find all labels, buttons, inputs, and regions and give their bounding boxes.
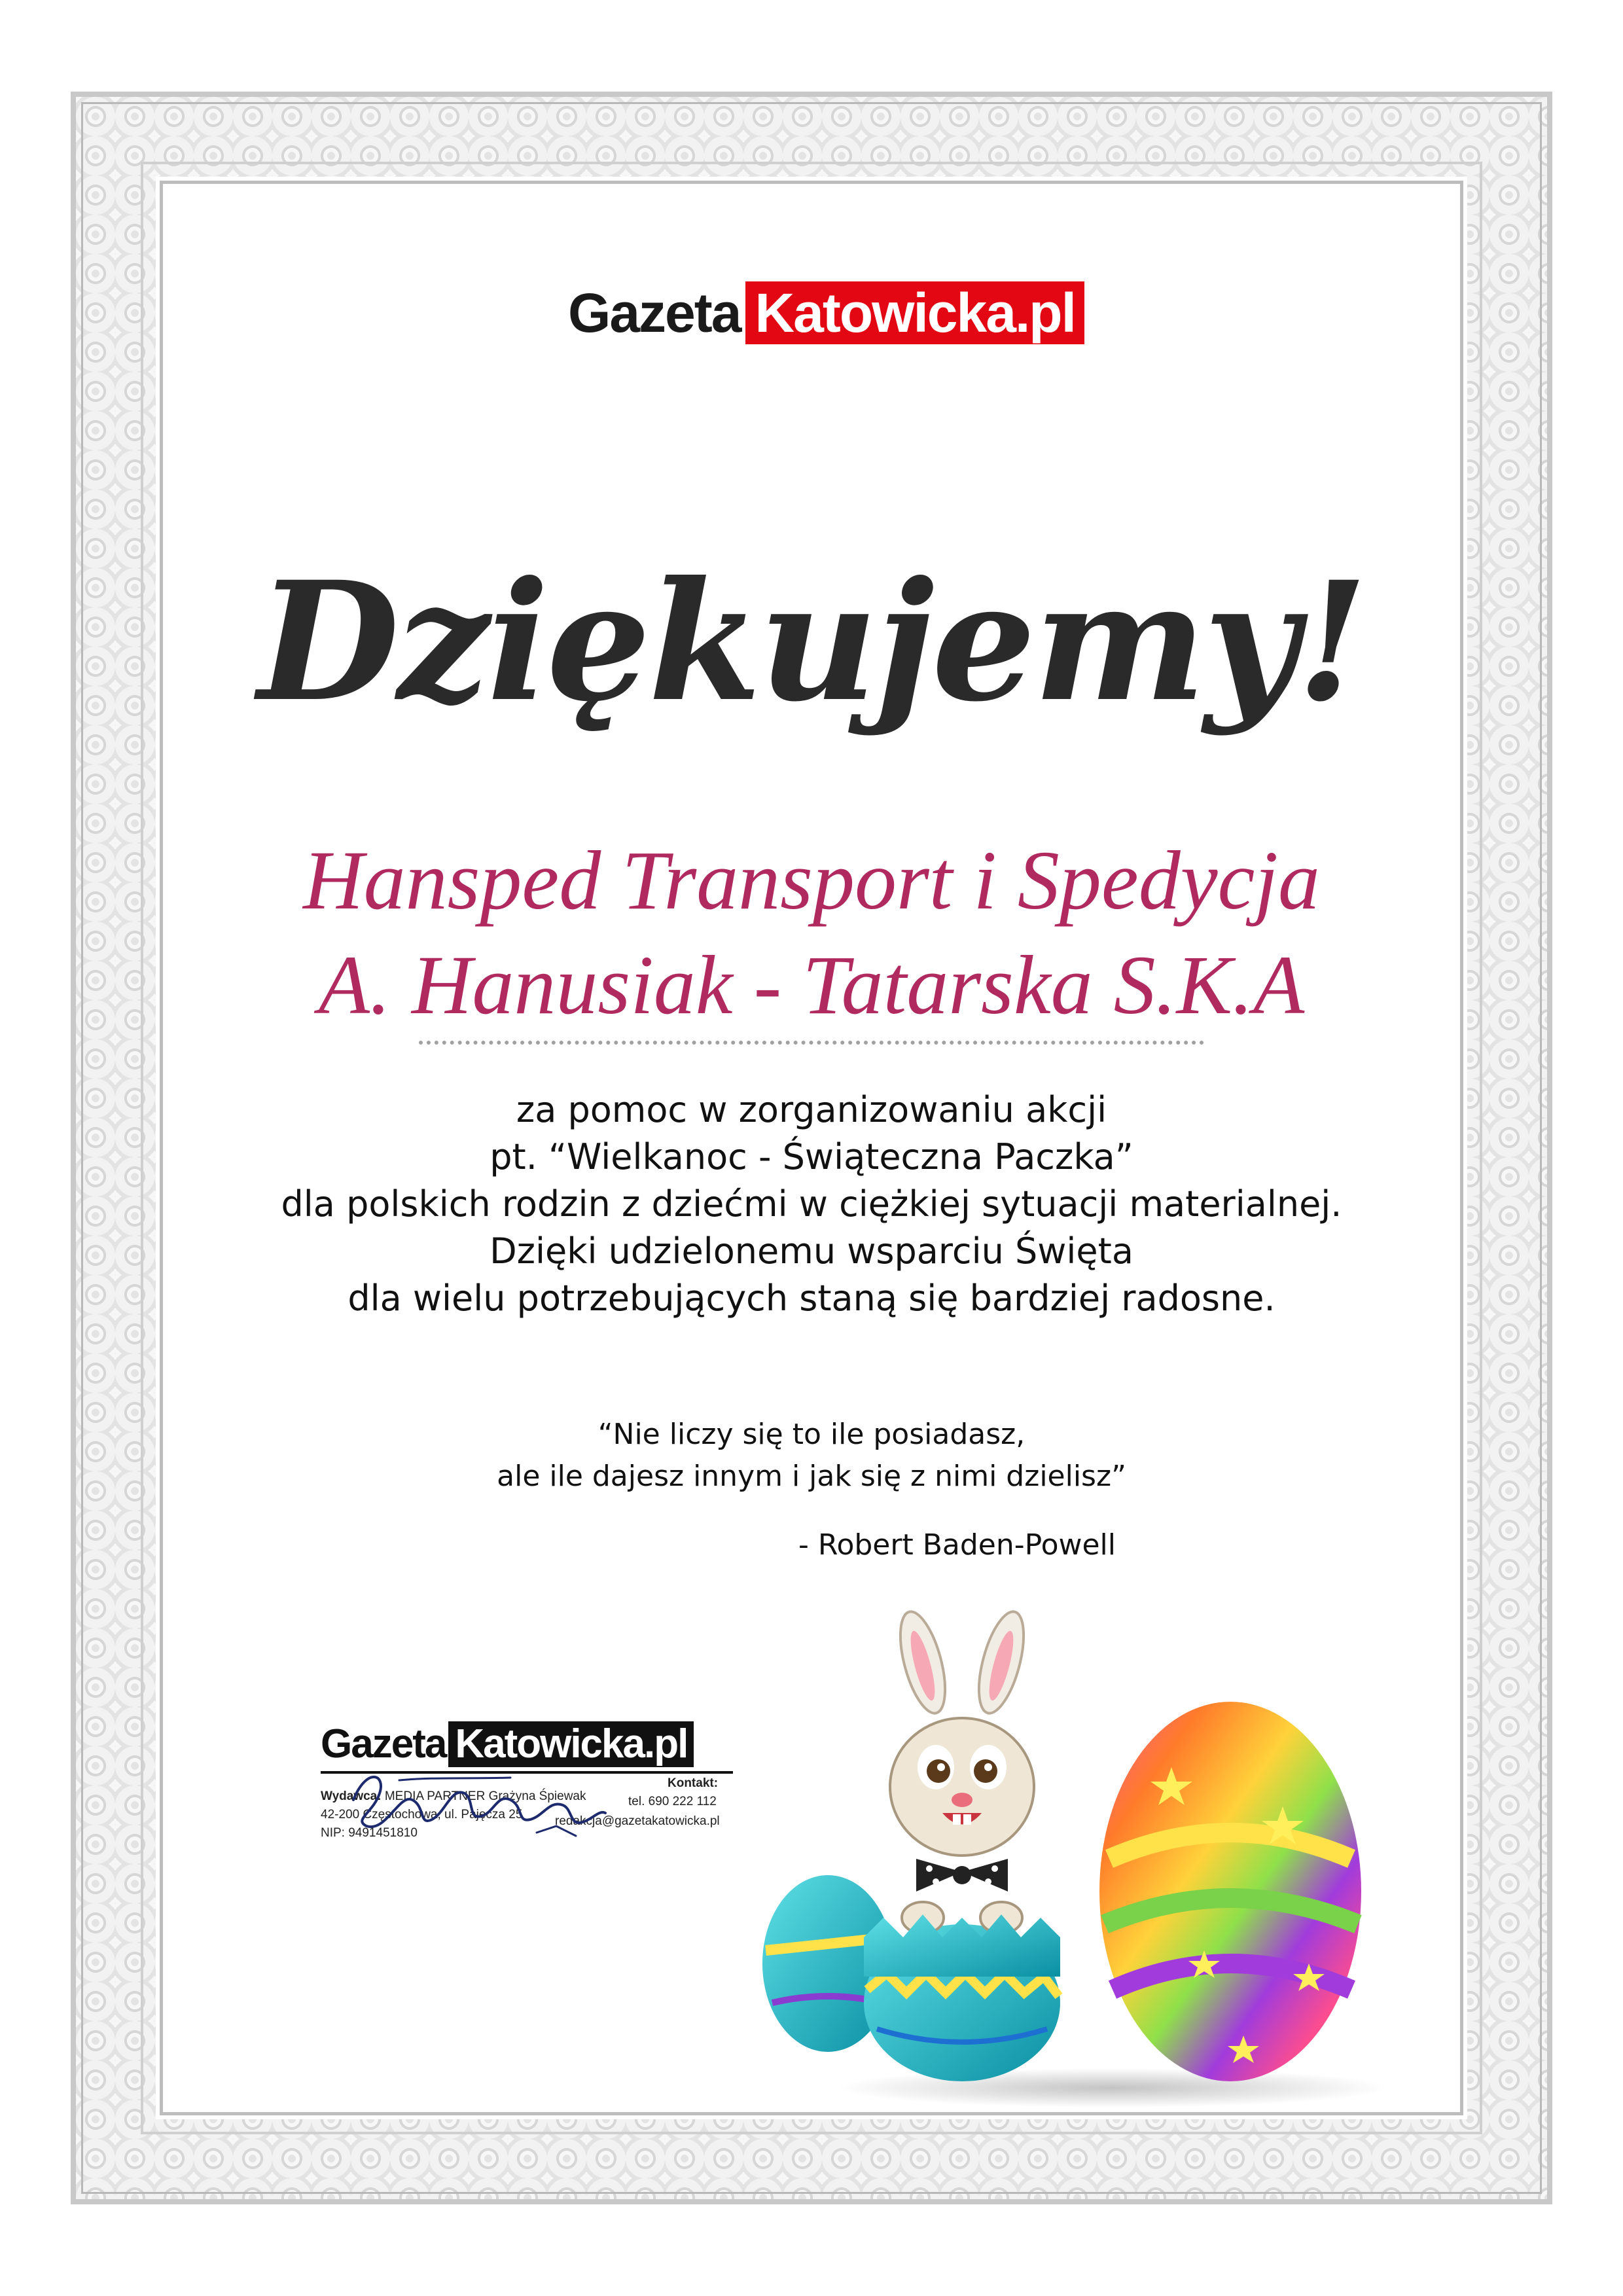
message-line: za pomoc w zorganizowaniu akcji (516, 1089, 1107, 1130)
stamp-phone: tel. 690 222 112 (628, 1795, 717, 1808)
recipient-line-2: A. Hanusiak - Tatarska S.K.A (318, 939, 1305, 1031)
easter-illustration (746, 1610, 1400, 2108)
message-line: dla polskich rodzin z dziećmi w ciężkiej sytuacji materialnej. (281, 1183, 1342, 1225)
stamp-publisher-label: Wydawca: (321, 1789, 382, 1803)
bunny (890, 1610, 1034, 1933)
message-line: Dzięki udzielonemu wsparciu Święta (490, 1230, 1133, 1272)
stamp-logo-gazeta: Gazeta (321, 1721, 446, 1767)
message-line: pt. “Wielkanoc - Świąteczna Paczka” (490, 1136, 1133, 1177)
dotted-separator (419, 1041, 1204, 1045)
stamp-logo-katowicka: Katowicka.pl (448, 1721, 694, 1767)
stamp-contact-label: Kontakt: (668, 1776, 719, 1790)
quote (0, 1414, 1623, 1498)
quote-line-2: ale ile dajesz innym i jak się z nimi dzielisz” (497, 1460, 1126, 1493)
page-title: Dziękujemy! (257, 545, 1366, 738)
recipient-line-1: Hansped Transport i Spedycja (303, 834, 1320, 927)
stamp-nip: NIP: 9491451810 (321, 1826, 418, 1840)
header-logo-katowicka: Katowicka.pl (745, 281, 1084, 344)
header-logo (568, 281, 1084, 344)
thanks-message (0, 1086, 1623, 1322)
header-logo-gazeta: Gazeta (568, 282, 741, 344)
recipient-name (0, 828, 1623, 1037)
message-line: dla wielu potrzebujących staną się bardziej radosne. (348, 1278, 1275, 1319)
handwritten-signature (340, 1754, 615, 1846)
quote-line-1: “Nie liczy się to ile posiadasz, (597, 1418, 1026, 1451)
quote-author: - Robert Baden-Powell (798, 1528, 1116, 1562)
stamp-email: redakcja@gazetakatowicka.pl (555, 1814, 720, 1828)
stamp-publisher-name: MEDIA PARTNER Grażyna Śpiewak (384, 1789, 586, 1803)
stamp-address: 42-200 Częstochowa, ul. Pajęcza 25 (321, 1808, 523, 1821)
